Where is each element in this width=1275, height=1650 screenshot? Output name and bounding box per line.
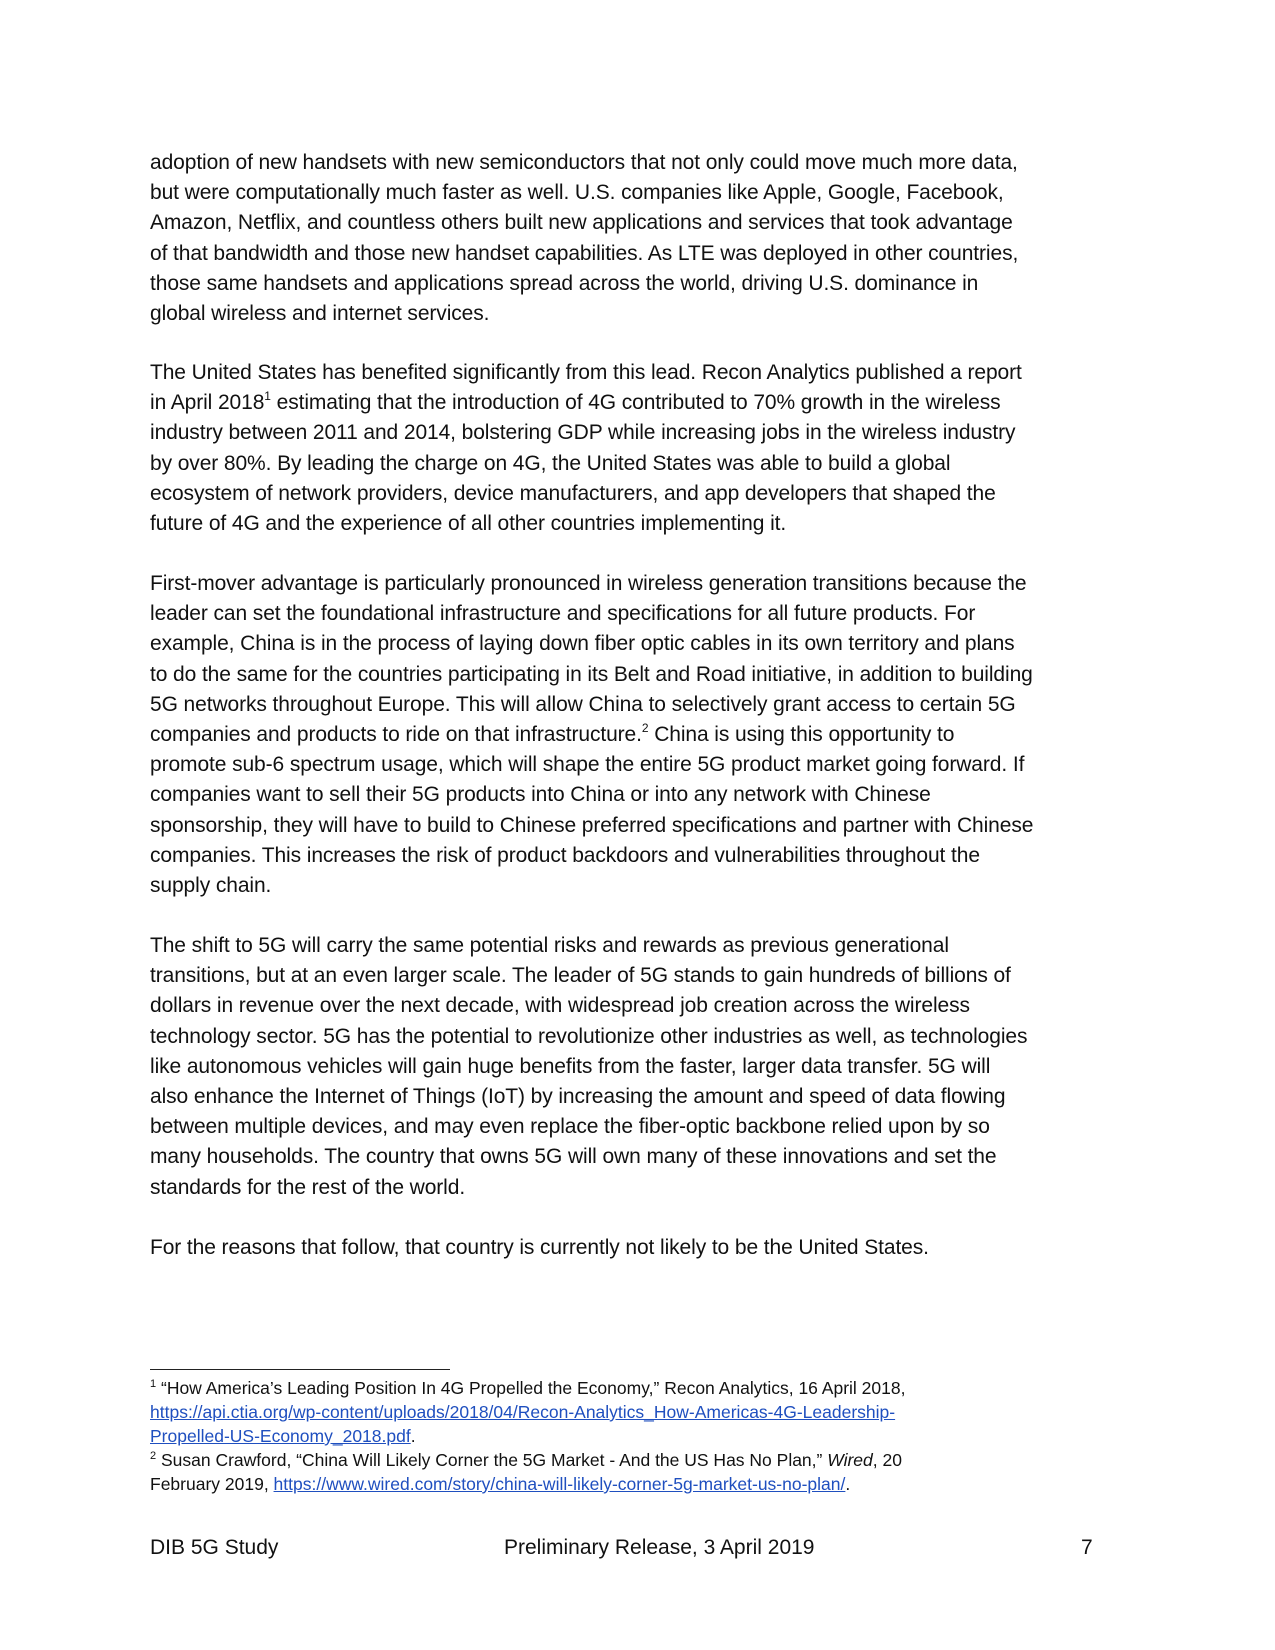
footer-release-info: Preliminary Release, 3 April 2019 — [504, 1536, 815, 1559]
footnote-number: 1 — [150, 1378, 157, 1390]
text-line: like autonomous vehicles will gain huge benefits from the faster, larger data transfer. 5G will — [150, 1054, 991, 1078]
text-line: future of 4G and the experience of all other countries implementing it. — [150, 512, 787, 536]
footnote-trail: . — [845, 1474, 851, 1494]
text-segment: in April 2018 — [150, 391, 265, 415]
footnote-ref-1[interactable]: 1 — [264, 389, 271, 404]
text-line: First-mover advantage is particularly pronounced in wireless generation transitions because the — [150, 572, 1027, 595]
text-line: companies want to sell their 5G products into China or into any network with Chinese — [150, 783, 931, 807]
paragraph-3 — [150, 569, 1130, 901]
text-line: supply chain. — [150, 874, 272, 898]
paragraph-4 — [150, 931, 1130, 1203]
text-line — [150, 720, 1130, 750]
footnote-text: “How America’s Leading Position In 4G Propelled the Economy,” Recon Analytics, 16 April 2018, — [156, 1378, 906, 1398]
text-line: technology sector. 5G has the potential to revolutionize other industries as well, as technologies — [150, 1024, 1028, 1048]
text-line: ecosystem of network providers, device manufacturers, and app developers that shaped the — [150, 481, 996, 505]
footnote-1 — [150, 1376, 1130, 1448]
text-line: by over 80%. By leading the charge on 4G, the United States was able to build a global — [150, 451, 951, 475]
text-line: The shift to 5G will carry the same potential risks and rewards as previous generational — [150, 934, 949, 957]
text-segment: China is using this opportunity to — [648, 723, 955, 747]
text-line: Amazon, Netflix, and countless others built new applications and services that took advantage — [150, 211, 1013, 235]
footnote-trail: . — [410, 1426, 416, 1446]
footnote-link-2[interactable]: https://www.wired.com/story/china-will-likely-corner-5g-market-us-no-plan/ — [273, 1474, 846, 1494]
text-line: leader can set the foundational infrastructure and specifications for all future products. For — [150, 602, 976, 626]
paragraph-5 — [150, 1233, 1130, 1263]
footnotes — [150, 1376, 1130, 1496]
text-line: those same handsets and applications spread across the world, driving U.S. dominance in — [150, 271, 979, 295]
paragraph-1 — [150, 148, 1130, 329]
text-line: example, China is in the process of laying down fiber optic cables in its own territory and plans — [150, 632, 1015, 656]
text-line: companies. This increases the risk of product backdoors and vulnerabilities throughout the — [150, 843, 980, 867]
text-line — [150, 388, 1130, 418]
text-line: sponsorship, they will have to build to Chinese preferred specifications and partner with Chinese — [150, 813, 1034, 837]
text-line: adoption of new handsets with new semiconductors that not only could move much more data, — [150, 151, 1018, 174]
text-line: of that bandwidth and those new handset capabilities. As LTE was deployed in other countries, — [150, 241, 1019, 265]
footer-document-title: DIB 5G Study — [150, 1536, 279, 1559]
footnote-text: Susan Crawford, “China Will Likely Corner the 5G Market - And the US Has No Plan,” — [156, 1450, 828, 1470]
page-number: 7 — [1081, 1536, 1093, 1559]
footnote-link-1-cont[interactable]: Propelled-US-Economy_2018.pdf — [150, 1426, 411, 1446]
text-line: The United States has benefited significantly from this lead. Recon Analytics published a report — [150, 361, 1022, 384]
text-line: between multiple devices, and may even replace the fiber-optic backbone relied upon by so — [150, 1115, 990, 1139]
footnote-text: , 20 — [872, 1450, 902, 1470]
text-line: also enhance the Internet of Things (IoT) by increasing the amount and speed of data flowing — [150, 1085, 1006, 1109]
text-line: 5G networks throughout Europe. This will allow China to selectively grant access to certain 5G — [150, 692, 1016, 716]
text-line: many households. The country that owns 5G will own many of these innovations and set the — [150, 1145, 997, 1169]
text-line: transitions, but at an even larger scale. The leader of 5G stands to gain hundreds of billions of — [150, 964, 1011, 988]
text-line: industry between 2011 and 2014, bolstering GDP while increasing jobs in the wireless industry — [150, 421, 1016, 445]
text-segment: companies and products to ride on that infrastructure. — [150, 723, 642, 747]
footnote-number: 2 — [150, 1450, 157, 1462]
text-line: but were computationally much faster as well. U.S. companies like Apple, Google, Facebook, — [150, 181, 1004, 205]
paragraph-2 — [150, 358, 1130, 539]
footnote-link-1[interactable]: https://api.ctia.org/wp-content/uploads/2018/04/Recon-Analytics_How-Americas-4G-Leadership- — [150, 1402, 896, 1422]
page-footer — [150, 1536, 1093, 1566]
text-line: promote sub-6 spectrum usage, which will shape the entire 5G product market going forward. If — [150, 753, 1025, 777]
footnote-2 — [150, 1448, 1130, 1496]
text-line: global wireless and internet services. — [150, 302, 490, 326]
text-segment: estimating that the introduction of 4G contributed to 70% growth in the wireless — [270, 391, 1001, 415]
text-line: dollars in revenue over the next decade, with widespread job creation across the wireless — [150, 994, 970, 1018]
footnote-separator — [150, 1369, 450, 1370]
text-line: to do the same for the countries participating in its Belt and Road initiative, in addition to building — [150, 662, 1033, 686]
text-line: standards for the rest of the world. — [150, 1175, 466, 1199]
text-line: For the reasons that follow, that country is currently not likely to be the United States. — [150, 1236, 929, 1259]
footnote-text: February 2019, — [150, 1474, 274, 1494]
footnote-ref-2[interactable]: 2 — [641, 721, 649, 736]
publication-name: Wired — [827, 1450, 873, 1470]
